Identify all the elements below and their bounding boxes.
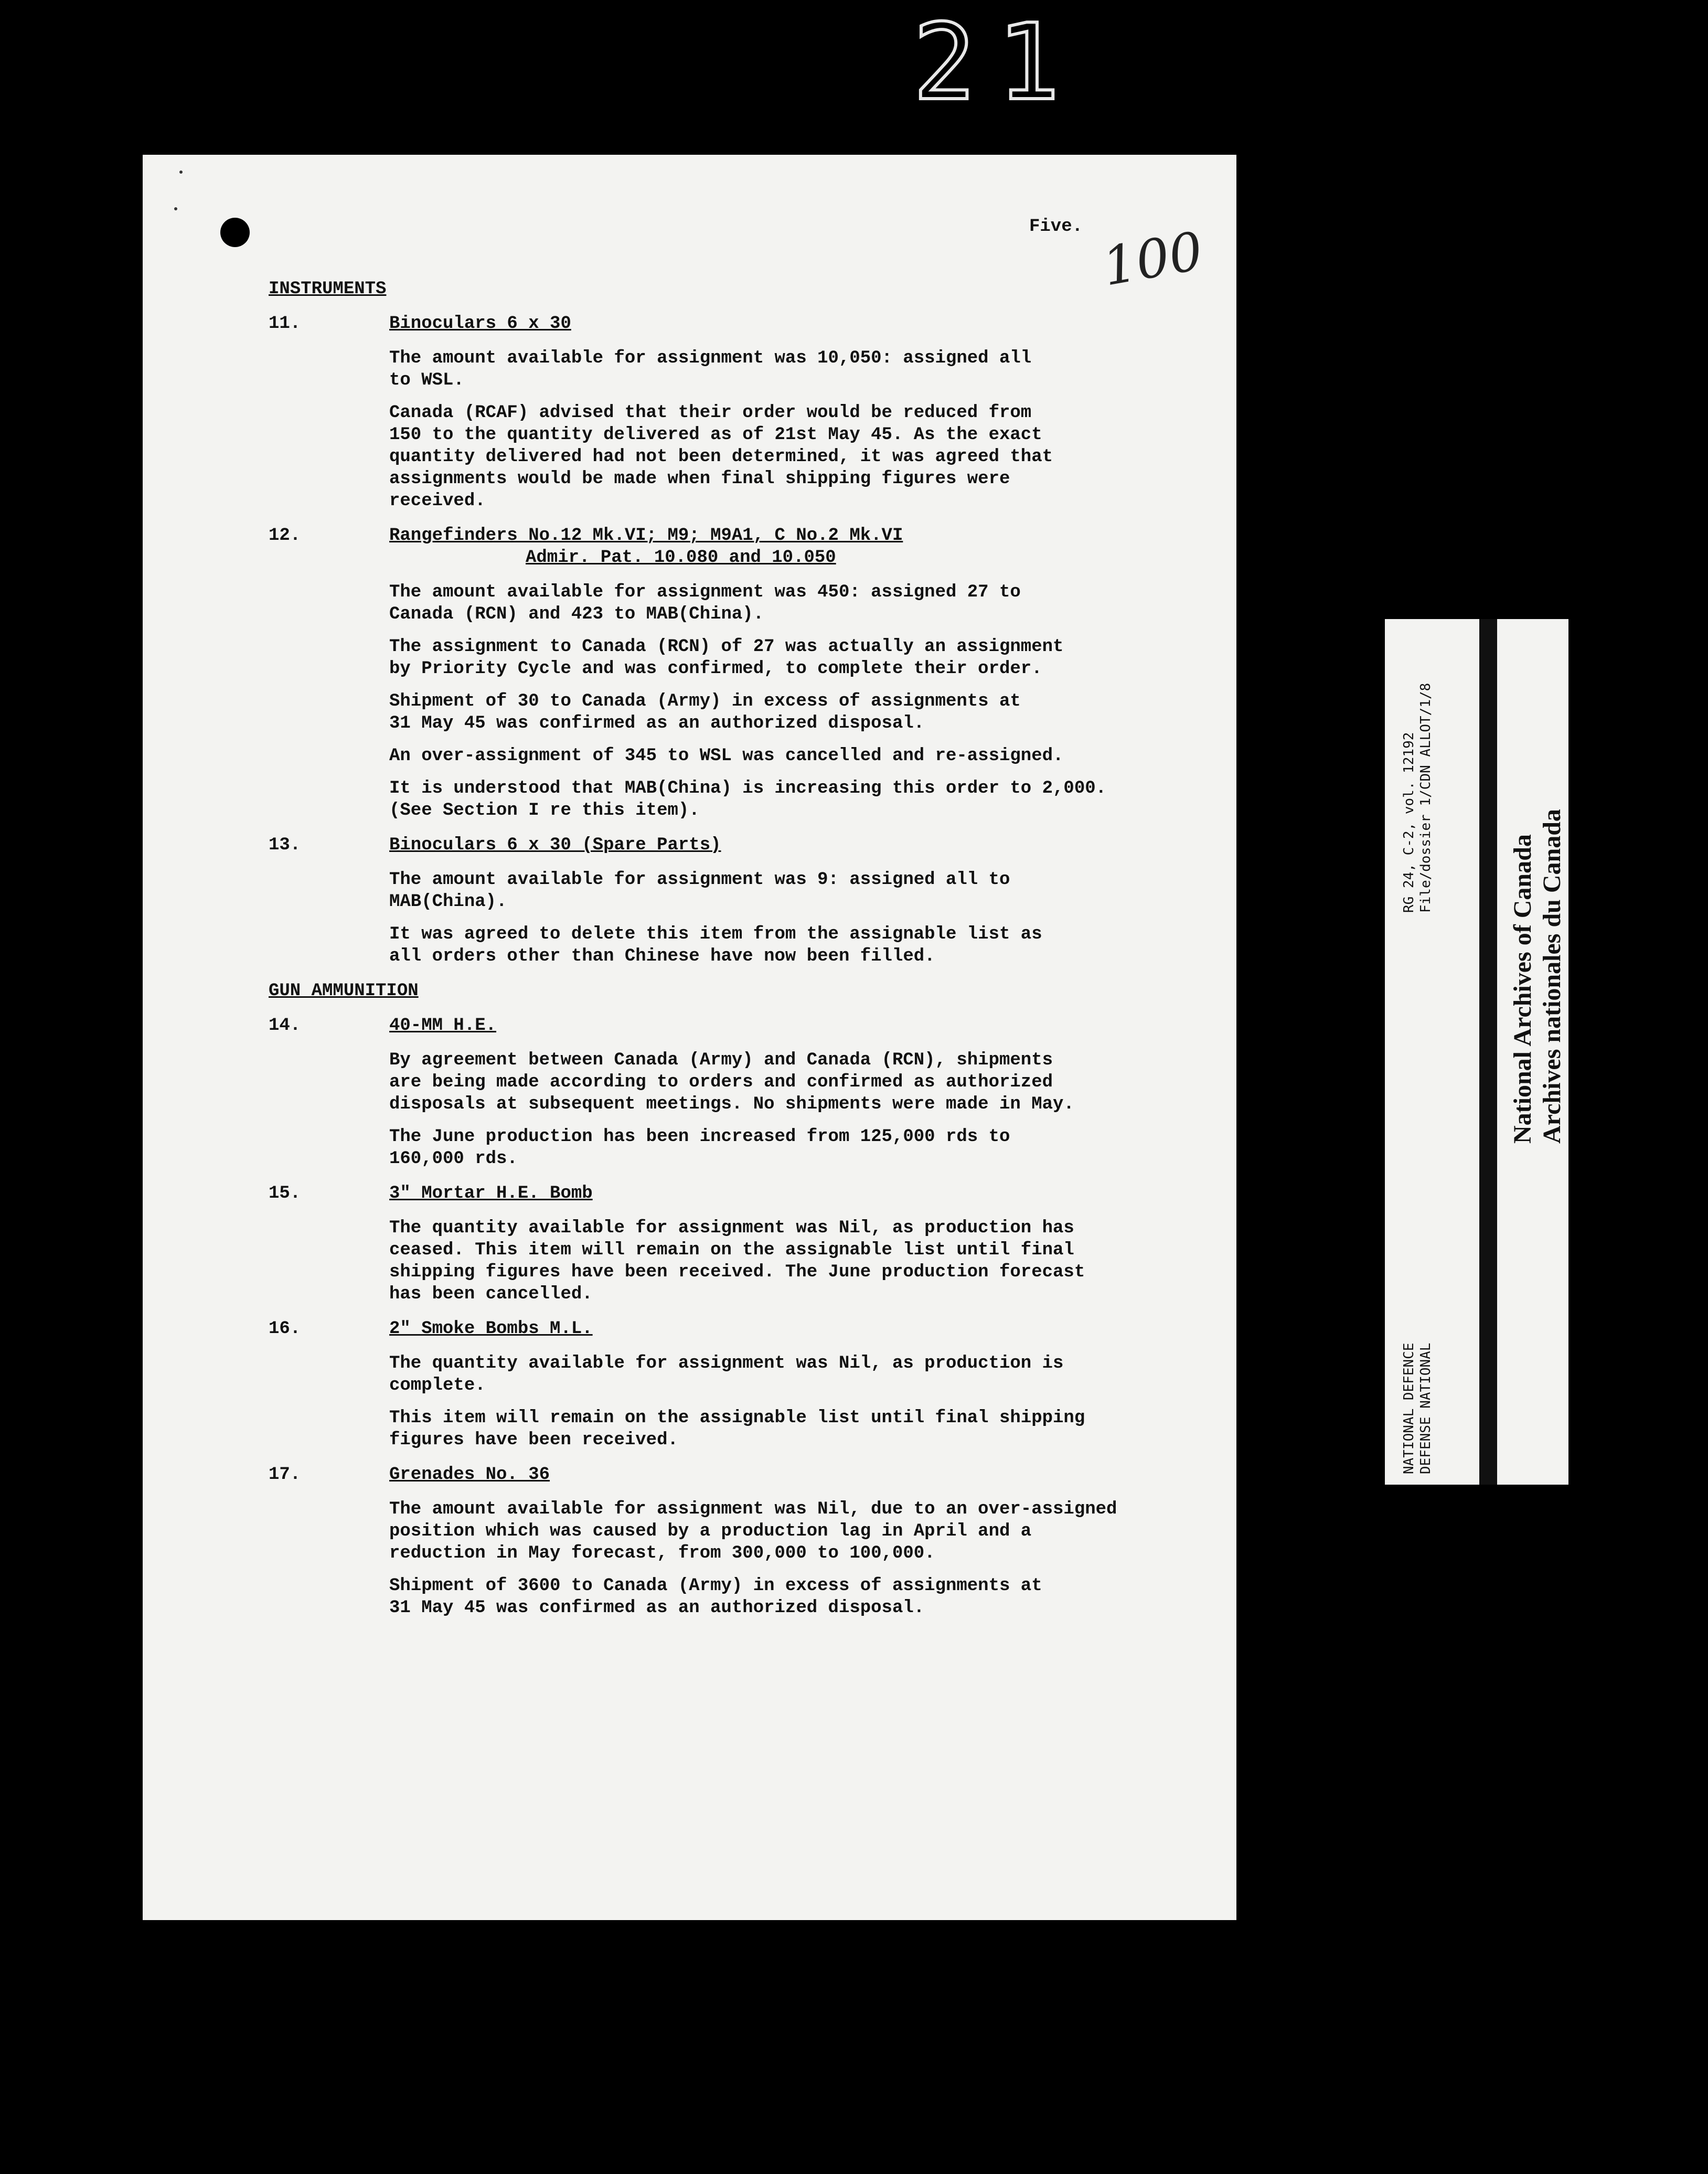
paragraph: The amount available for assignment was Nil, due to an over-assigned position which was caused by a production lag in April and a reduction in May forecast, from 300,000 to 100,000. [389, 1499, 1117, 1563]
item-title: Binoculars 6 x 30 [389, 314, 571, 334]
paragraph: An over-assignment of 345 to WSL was cancelled and re-assigned. [389, 746, 1064, 766]
paragraph: By agreement between Canada (Army) and Canada (RCN), shipments are being made according to orders and confirmed as authorized disposals at subsequent meetings. No shipments were made in May. [389, 1050, 1074, 1114]
paragraph: The amount available for assignment was 9: assigned all to MAB(China). [389, 870, 1010, 912]
paragraph: Shipment of 30 to Canada (Army) in excess of assignments at 31 May 45 was confirmed as an authorized disposal. [389, 691, 1021, 733]
item-12 [269, 525, 1223, 822]
paragraph: This item will remain on the assignable list until final shipping figures have been received. [389, 1408, 1085, 1450]
item-number: 17. [269, 1465, 301, 1485]
item-16 [269, 1318, 1223, 1451]
item-number: 14. [269, 1016, 301, 1036]
item-title: Binoculars 6 x 30 (Spare Parts) [389, 835, 721, 855]
national-archives-label [1508, 809, 1567, 1144]
paper-speck [179, 170, 183, 174]
item-title-continuation: Admir. Pat. 10.080 and 10.050 [526, 548, 836, 568]
paragraph: The June production has been increased from 125,000 rds to 160,000 rds. [389, 1127, 1010, 1169]
paragraph: Shipment of 3600 to Canada (Army) in excess of assignments at 31 May 45 was confirmed as an authorized disposal. [389, 1576, 1042, 1618]
item-13 [269, 834, 1223, 967]
archives-french: Archives nationales du Canada [1538, 809, 1566, 1144]
reference-line: File/dossier 1/CDN ALLOT/1/8 [1418, 683, 1434, 913]
punch-hole [220, 218, 250, 247]
item-14 [269, 1015, 1223, 1170]
reference-line: RG 24, C-2, vol. 12192 [1401, 732, 1417, 913]
item-number: 12. [269, 526, 301, 546]
item-number: 13. [269, 835, 301, 855]
item-title: 2" Smoke Bombs M.L. [389, 1319, 593, 1339]
document-body [269, 278, 1223, 1632]
archives-english: National Archives of Canada [1509, 834, 1536, 1144]
paragraph: It is understood that MAB(China) is increasing this order to 2,000. (See Section I re this item). [389, 779, 1107, 820]
department-line: NATIONAL DEFENCE [1401, 1342, 1417, 1474]
section-heading: GUN AMMUNITION [269, 981, 419, 1001]
page-label: Five. [1029, 217, 1083, 237]
item-number: 11. [269, 314, 301, 334]
document-page [143, 155, 1236, 1920]
item-title: 40-MM H.E. [389, 1016, 497, 1036]
department-line: DEFENSE NATIONAL [1418, 1342, 1434, 1474]
item-number: 16. [269, 1319, 301, 1339]
paragraph: The quantity available for assignment was Nil, as production has ceased. This item will remain on the assignable list until final shipping figures have been received. The June production forecast has been cancelled. [389, 1218, 1085, 1304]
paragraph: The amount available for assignment was 450: assigned 27 to Canada (RCN) and 423 to MAB(China). [389, 582, 1021, 624]
label-divider-band [1479, 619, 1497, 1485]
department-label [1401, 1343, 1434, 1474]
paragraph: Canada (RCAF) advised that their order would be reduced from 150 to the quantity delivered as of 21st May 45. As the exact quantity delivered had not been determined, it was agreed that assignments would be made when final shipping figures were received. [389, 403, 1053, 511]
handwritten-folio-number: 100 [1098, 220, 1208, 298]
archive-reference [1401, 683, 1434, 913]
section-gun-ammunition [269, 980, 1223, 1619]
paragraph: The assignment to Canada (RCN) of 27 was actually an assignment by Priority Cycle and was confirmed, to complete their order. [389, 637, 1064, 679]
item-15 [269, 1182, 1223, 1305]
microfilm-frame-number: 21 [913, 2, 1081, 124]
archive-label-strip [1385, 619, 1568, 1485]
paragraph: The amount available for assignment was 10,050: assigned all to WSL. [389, 348, 1032, 390]
item-title: 3" Mortar H.E. Bomb [389, 1184, 593, 1203]
paragraph: The quantity available for assignment was Nil, as production is complete. [389, 1354, 1064, 1395]
paper-speck [174, 207, 177, 210]
section-instruments [269, 278, 1223, 967]
item-11 [269, 313, 1223, 512]
item-number: 15. [269, 1184, 301, 1203]
section-heading: INSTRUMENTS [269, 279, 387, 299]
item-title: Rangefinders No.12 Mk.VI; M9; M9A1, C No.2 Mk.VI [389, 526, 903, 546]
item-title: Grenades No. 36 [389, 1465, 550, 1485]
paragraph: It was agreed to delete this item from the assignable list as all orders other than Chinese have now been filled. [389, 924, 1042, 966]
item-17 [269, 1464, 1223, 1619]
